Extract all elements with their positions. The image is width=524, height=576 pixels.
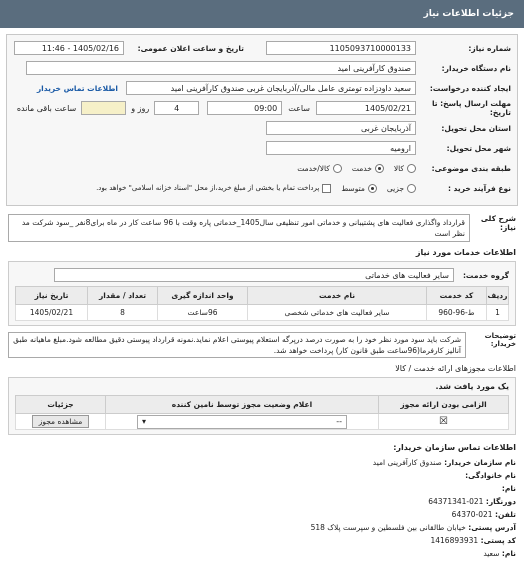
- cell-code: ط-96-960: [427, 305, 487, 321]
- col-details: جزئیات: [16, 396, 106, 414]
- contact-section-title: اطلاعات تماس سازمان خریدار:: [393, 443, 516, 452]
- col-required: الزامی بودن ارائه مجوز: [379, 396, 509, 414]
- contact-line-creator: نام: سعید: [483, 549, 516, 558]
- service-group-field: سایر فعالیت های خدماتی: [54, 268, 454, 282]
- buyer-label: نام دستگاه خریدار:: [441, 63, 511, 73]
- contact-line-address: آدرس پستی: خیابان طالقانی بین فلسطین و سپرست پلاک 518: [310, 523, 516, 532]
- category-label: طبقه بندی موضوعی:: [431, 163, 511, 173]
- view-permit-button[interactable]: مشاهده مجوز: [32, 415, 90, 428]
- category-service-option[interactable]: خدمت: [352, 164, 384, 173]
- cell-qty: 8: [88, 305, 158, 321]
- buyer-field: صندوق کارآفرینی امید: [26, 61, 416, 75]
- cell-unit: 96ساعت: [158, 305, 248, 321]
- services-table: [15, 286, 509, 321]
- buyer-notes-row: [8, 332, 516, 358]
- category-goods-option[interactable]: کالا: [394, 164, 416, 173]
- col-row: ردیف: [487, 287, 509, 305]
- page-header: [0, 0, 524, 28]
- radio-selected-icon[interactable]: [375, 164, 384, 173]
- permits-found-text: یک مورد یافت شد.: [435, 382, 509, 391]
- radio-selected-icon[interactable]: [368, 184, 377, 193]
- permits-section-title: اطلاعات مجوزهای ارائه خدمت / کالا: [395, 364, 516, 373]
- col-date: تاریخ نیاز: [16, 287, 88, 305]
- col-status: اعلام وضعیت مجوز توسط نامین کننده: [106, 396, 379, 414]
- need-number-field: 1105093710000133: [266, 41, 416, 55]
- buyer-notes-field: شرکت باید سود مورد نظر خود را به صورت درصد درپرگه استعلام پیوستی اعلام نماید.نمونه قرارداد پیوستی دقیق مطالعه شود.مبلغ ماهیانه طبق آنالیز کارفرما(96ساعت طبق قانون کار) پرداخت خواهد شد.: [8, 332, 466, 358]
- description-label: شرح کلی نیاز:: [480, 214, 516, 232]
- description-field: قرارداد واگذاری فعالیت های پشتیبانی و خدماتی امور تنظیفی سال1405_خدماتی پاره وقت با 96 ساعت کار در ماه برای8نفر _سود شرکت مد نظر است: [8, 214, 470, 242]
- announce-field: 1405/02/16 - 11:46: [14, 41, 124, 55]
- cell-row: 1: [487, 305, 509, 321]
- description-row: [8, 214, 516, 242]
- radio-icon[interactable]: [407, 184, 416, 193]
- contact-line-name: نام:: [501, 484, 516, 493]
- required-cell: [379, 414, 509, 430]
- process-medium-option[interactable]: متوسط: [341, 184, 377, 193]
- treasury-option[interactable]: پرداخت تمام یا بخشی از مبلغ خرید،از محل "اسناد خزانه اسلامی" خواهد بود.: [96, 184, 331, 193]
- page-title: جزئیات اطلاعات نیاز: [423, 9, 514, 19]
- remaining-time-field: [81, 101, 126, 115]
- contact-line-postal: کد پستی: 1416893931: [430, 536, 516, 545]
- need-number-label: شماره نیاز:: [468, 43, 511, 53]
- services-table-header: [16, 287, 509, 305]
- city-field: ارومیه: [266, 141, 416, 155]
- process-label: نوع فرآیند خرید :: [447, 183, 511, 193]
- buyer-contact-link[interactable]: اطلاعات تماس خریدار: [36, 83, 118, 93]
- permits-table: [15, 395, 509, 430]
- province-label: استان محل تحویل:: [441, 123, 511, 133]
- province-field: آذربایجان غربی: [266, 121, 416, 135]
- contact-line-fax: دورنگار: 021-64371341: [428, 497, 516, 506]
- col-unit: واحد اندازه گیری: [158, 287, 248, 305]
- details-cell: [16, 414, 106, 430]
- col-code: کد خدمت: [427, 287, 487, 305]
- deadline-time-field: 09:00: [207, 101, 282, 115]
- remaining-label: ساعت باقی مانده: [16, 103, 77, 113]
- deadline-label: مهلت ارسال پاسخ: تا تاریخ:: [431, 99, 511, 117]
- announce-label: تاریخ و ساعت اعلان عمومی:: [137, 43, 244, 53]
- cell-date: 1405/02/21: [16, 305, 88, 321]
- creator-label: ایجاد کننده درخواست:: [429, 83, 511, 93]
- contact-line-phone: تلفن: 021-64370: [451, 510, 516, 519]
- permits-table-header: [16, 396, 509, 414]
- city-label: شهر محل تحویل:: [446, 143, 511, 153]
- col-qty: تعداد / مقدار: [88, 287, 158, 305]
- status-cell: [106, 414, 379, 430]
- chevron-down-icon: ▾: [142, 417, 147, 426]
- table-row: [16, 305, 509, 321]
- services-panel: [8, 261, 516, 326]
- service-group-label: گروه خدمت:: [462, 270, 509, 280]
- contact-line-family: نام خانوادگی:: [465, 471, 516, 480]
- col-name: نام خدمت: [248, 287, 427, 305]
- table-row: [16, 414, 509, 430]
- services-section-title: اطلاعات خدمات مورد نیاز: [415, 248, 516, 257]
- days-label: روز و: [131, 103, 150, 113]
- radio-icon[interactable]: [333, 164, 342, 173]
- contact-info: [8, 456, 516, 560]
- time-label: ساعت: [288, 103, 310, 113]
- days-field: 4: [154, 101, 199, 115]
- buyer-notes-label: توضیحات خریدار:: [484, 332, 516, 348]
- cell-name: سایر فعالیت های خدماتی شخصی: [248, 305, 427, 321]
- status-select[interactable]: -- ▾: [137, 415, 347, 429]
- checkbox-icon[interactable]: [322, 184, 331, 193]
- category-both-option[interactable]: کالا/خدمت: [297, 164, 342, 173]
- process-partial-option[interactable]: جزیی: [387, 184, 416, 193]
- need-details-panel: [6, 34, 518, 206]
- radio-icon[interactable]: [407, 164, 416, 173]
- creator-field: سعید داودزاده تومتری عامل مالی/آذربایجان غربی صندوق کارآفرینی امید: [126, 81, 416, 95]
- contact-line-org: نام سازمان خریدار: صندوق کارآفرینی امید: [372, 458, 516, 467]
- checked-box-icon: ☒: [439, 416, 448, 427]
- permits-panel: [8, 377, 516, 435]
- deadline-date-field: 1405/02/21: [316, 101, 416, 115]
